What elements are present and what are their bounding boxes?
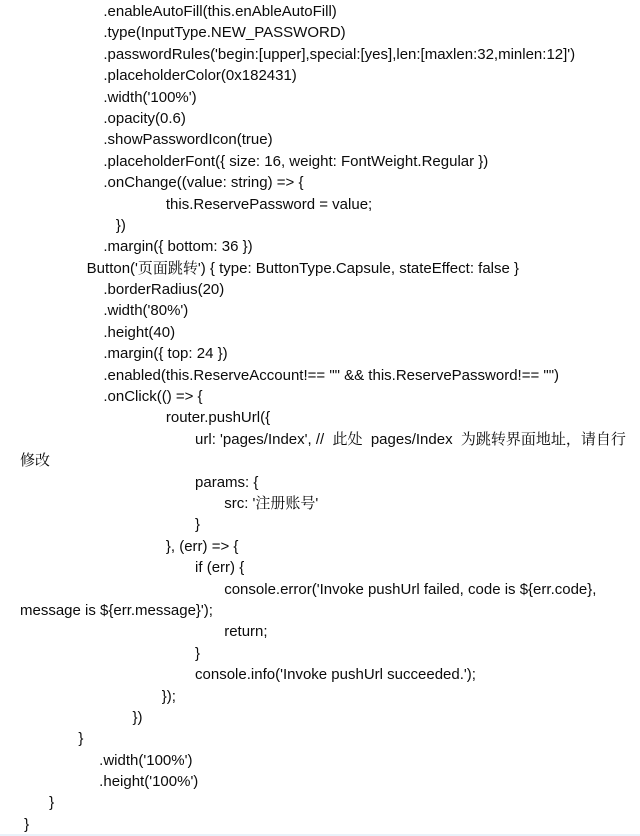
code-line: .enableAutoFill(this.enAbleAutoFill) (20, 3, 337, 20)
code-line: } (20, 516, 201, 534)
code-line: .margin({ bottom: 36 }) (20, 238, 253, 256)
code-line: .height(40) (20, 323, 176, 341)
code-line: .margin({ top: 24 }) (20, 345, 228, 363)
code-line: }); (20, 687, 176, 705)
code-line: .width('100%') (20, 751, 193, 769)
code-line: return; (20, 623, 268, 641)
code-line: if (err) { (20, 559, 245, 577)
code-line: Button('页面跳转') { type: ButtonType.Capsule, stateEffect: false } (20, 259, 520, 277)
code-line: .opacity(0.6) (20, 109, 186, 127)
code-line: .width('80%') (20, 302, 189, 320)
code-line: 修改 (20, 452, 51, 470)
code-line: params: { (20, 473, 259, 491)
code-line: } (20, 730, 84, 748)
code-listing (20, 1, 640, 835)
code-line: .onChange((value: string) => { (20, 174, 304, 192)
code-line: .type(InputType.NEW_PASSWORD) (20, 24, 346, 42)
code-line: url: 'pages/Index', // 此处 pages/Index 为跳转界面地址，请自行 (20, 430, 626, 448)
code-line: console.error('Invoke pushUrl failed, code is ${err.code}, (20, 580, 597, 598)
code-line: .placeholderColor(0x182431) (20, 67, 297, 85)
code-line: src: '注册账号' (20, 494, 319, 512)
code-line: }) (20, 708, 143, 726)
code-line: } (20, 815, 30, 833)
code-line: .enabled(this.ReserveAccount!== "" && this.ReservePassword!== "") (20, 366, 560, 384)
code-line: .borderRadius(20) (20, 281, 225, 299)
code-line: console.info('Invoke pushUrl succeeded.'); (20, 666, 476, 684)
code-line: }) (20, 216, 126, 234)
code-line: this.ReservePassword = value; (20, 195, 373, 213)
code-line: .onClick(() => { (20, 388, 203, 406)
code-line: message is ${err.message}'); (20, 601, 213, 619)
code-line: .showPasswordIcon(true) (20, 131, 273, 149)
code-line: }, (err) => { (20, 537, 239, 555)
code-line: .width('100%') (20, 88, 197, 106)
code-line: } (20, 794, 55, 812)
code-line: router.pushUrl({ (20, 409, 271, 427)
code-line: } (20, 644, 201, 662)
code-line: .passwordRules('begin:[upper],special:[yes],len:[maxlen:32,minlen:12]') (20, 45, 576, 63)
code-line: .placeholderFont({ size: 16, weight: FontWeight.Regular }) (20, 152, 489, 170)
code-line: .height('100%') (20, 773, 199, 791)
